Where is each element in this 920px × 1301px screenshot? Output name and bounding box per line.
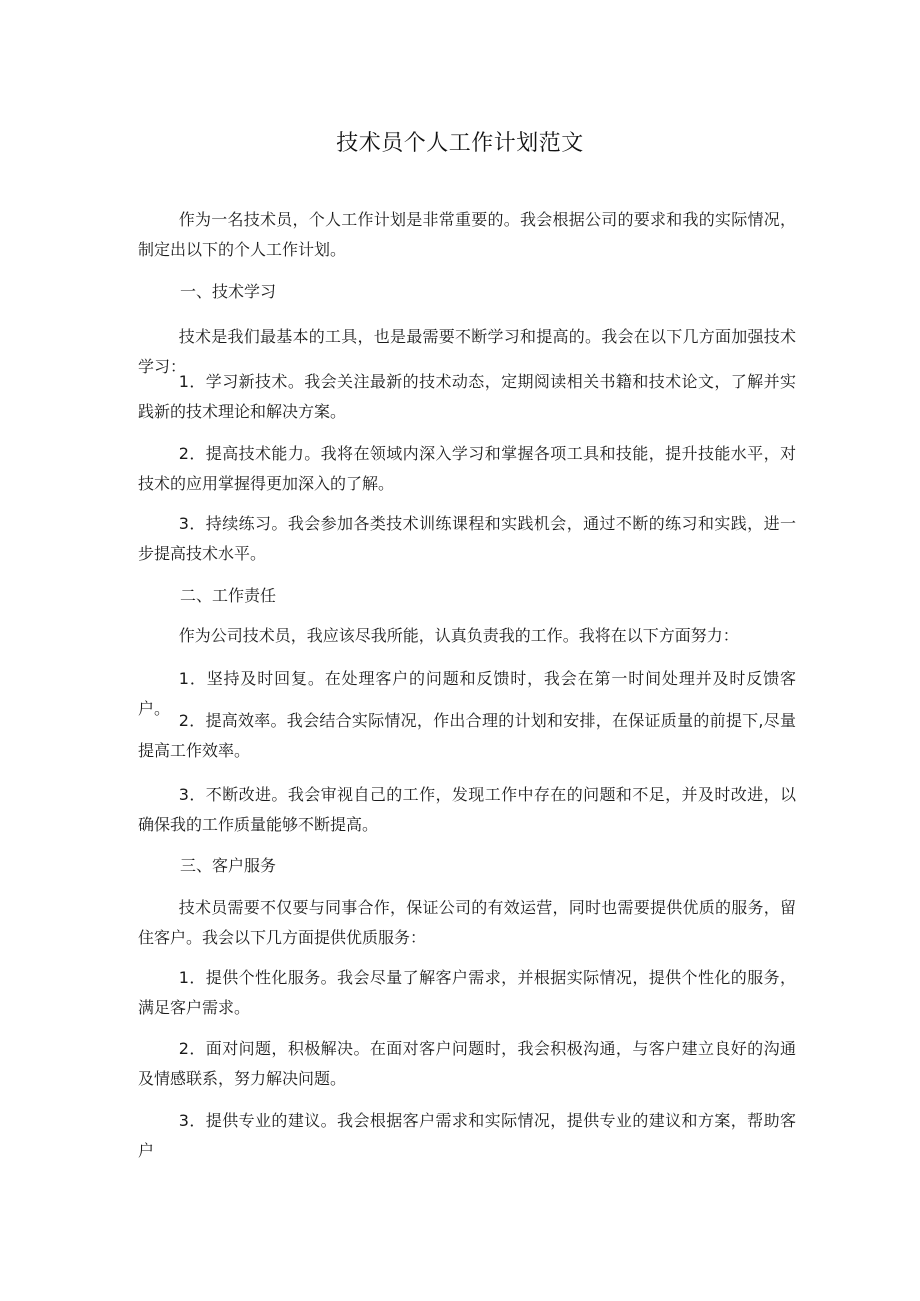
section-lead-paragraph: 作为公司技术员，我应该尽我所能，认真负责我的工作。我将在以下方面努力： bbox=[178, 626, 739, 645]
section-heading-customer-service: 三、客户服务 bbox=[180, 856, 277, 875]
section-heading-tech-study: 一、技术学习 bbox=[180, 282, 277, 301]
document-title: 技术员个人工作计划范文 bbox=[336, 131, 584, 156]
section-lead-paragraph: 技术是我们最基本的工具，也是最需要不断学习和提高的。我会在以下几方面加强技术学习： bbox=[138, 327, 796, 376]
list-item: 2．提高效率。我会结合实际情况，作出合理的计划和安排，在保证质量的前提下,尽量提高工作效率。 bbox=[138, 711, 796, 760]
list-item: 2．提高技术能力。我将在领域内深入学习和掌握各项工具和技能，提升技能水平，对技术的应用掌握得更加深入的了解。 bbox=[138, 444, 796, 493]
intro-paragraph: 作为一名技术员，个人工作计划是非常重要的。我会根据公司的要求和我的实际情况，制定出以下的个人工作计划。 bbox=[138, 210, 796, 259]
section-heading-work-responsibility: 二、工作责任 bbox=[180, 586, 277, 605]
list-item: 2．面对问题，积极解决。在面对客户问题时，我会积极沟通，与客户建立良好的沟通及情感联系，努力解决问题。 bbox=[138, 1039, 796, 1088]
list-item: 3．不断改进。我会审视自己的工作，发现工作中存在的问题和不足，并及时改进，以确保我的工作质量能够不断提高。 bbox=[138, 785, 796, 834]
list-item: 1．学习新技术。我会关注最新的技术动态，定期阅读相关书籍和技术论文，了解并实践新的技术理论和解决方案。 bbox=[138, 372, 796, 421]
list-item: 3．提供专业的建议。我会根据客户需求和实际情况，提供专业的建议和方案，帮助客户 bbox=[138, 1111, 796, 1160]
list-item: 3．持续练习。我会参加各类技术训练课程和实践机会，通过不断的练习和实践，进一步提高技术水平。 bbox=[138, 514, 796, 563]
section-lead-paragraph: 技术员需要不仅要与同事合作，保证公司的有效运营，同时也需要提供优质的服务，留住客户。我会以下几方面提供优质服务： bbox=[138, 898, 796, 947]
list-item: 1．提供个性化服务。我会尽量了解客户需求，并根据实际情况，提供个性化的服务，满足客户需求。 bbox=[138, 968, 796, 1017]
list-item: 1．坚持及时回复。在处理客户的问题和反馈时，我会在第一时间处理并及时反馈客户。 bbox=[138, 669, 796, 718]
